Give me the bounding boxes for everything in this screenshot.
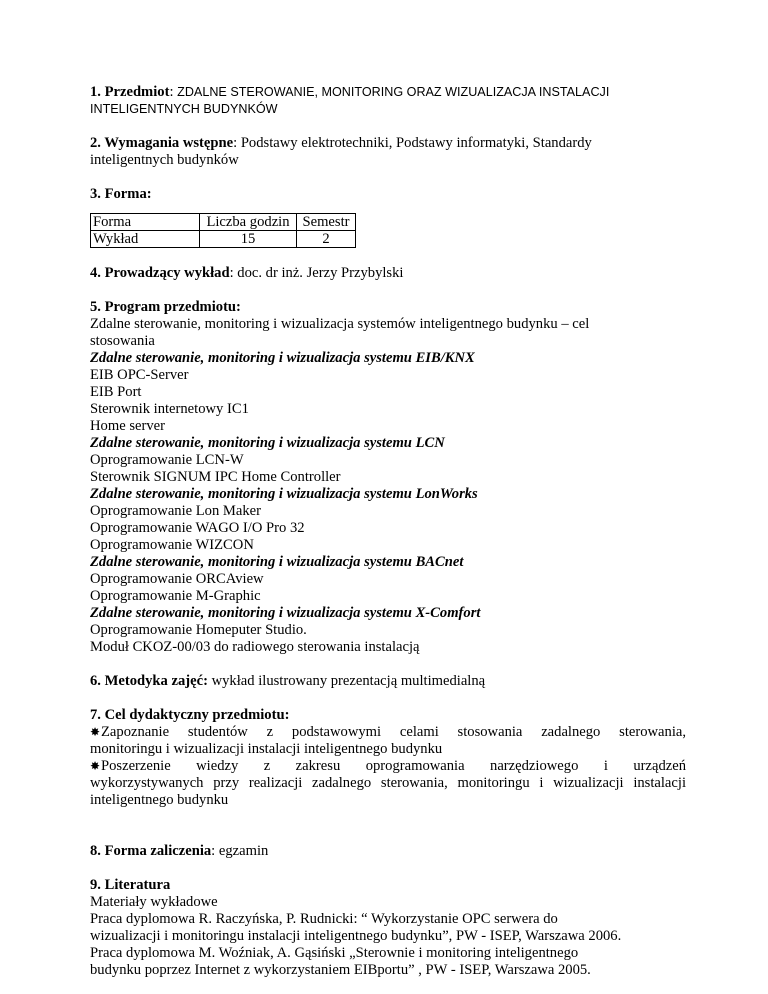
program-item: Oprogramowanie Lon Maker (90, 503, 262, 519)
literature-list (90, 894, 686, 979)
assessment-text: egzamin (218, 843, 269, 859)
section-program (90, 299, 686, 656)
subject-label: 1. Przedmiot (90, 84, 170, 100)
program-item: Zdalne sterowanie, monitoring i wizualizacja systemów inteligentnego budynku – cel (90, 316, 590, 332)
program-item: Oprogramowanie M-Graphic (90, 588, 261, 604)
prerequisites-label: 2. Wymagania wstępne (90, 135, 234, 151)
section-lecturer: 4. Prowadzący wykład: doc. dr inż. Jerzy Przybylski (90, 265, 404, 281)
program-topic-heading: Zdalne sterowanie, monitoring i wizualizacja systemu LonWorks (90, 486, 478, 502)
literature-item: Materiały wykładowe (90, 894, 218, 910)
section-methods (90, 673, 686, 690)
table-header-cell: Liczba godzin (200, 214, 297, 231)
literature-item: Praca dyplomowa M. Woźniak, A. Gąsiński „Sterownie i monitoring inteligentnego (90, 945, 579, 961)
goal-item-2-line1 (90, 758, 686, 775)
program-item: Oprogramowanie WIZCON (90, 537, 254, 553)
table-cell: 2 (297, 231, 356, 248)
program-item: Sterownik SIGNUM IPC Home Controller (90, 469, 341, 485)
program-item: Oprogramowanie ORCAview (90, 571, 264, 587)
program-topic-heading: Zdalne sterowanie, monitoring i wizualizacja systemu BACnet (90, 554, 464, 570)
table-header-cell: Semestr (297, 214, 356, 231)
program-item: Sterownik internetowy IC1 (90, 401, 249, 417)
table-header-cell: Forma (91, 214, 200, 231)
program-item: Home server (90, 418, 165, 434)
flower-bullet-icon: ✸ (90, 759, 101, 773)
goal-item-2-text: Poszerzenie wiedzy z zakresu oprogramowania narzędziowego i urządzeń (101, 758, 686, 774)
program-topic-heading: Zdalne sterowanie, monitoring i wizualizacja systemu X-Comfort (90, 605, 481, 621)
program-item: EIB OPC-Server (90, 367, 189, 383)
prerequisites-text-line2: inteligentnych budynków (90, 152, 239, 168)
prerequisites-text-line1: Podstawy elektrotechniki, Podstawy informatyki, Standardy (240, 135, 592, 151)
subject-title-line1: ZDALNE STEROWANIE, MONITORING ORAZ WIZUALIZACJA INSTALACJI (177, 85, 610, 99)
program-label: 5. Program przedmiotu: (90, 299, 241, 315)
section-assessment: 8. Forma zaliczenia: egzamin (90, 843, 269, 859)
flower-bullet-icon: ✸ (90, 725, 101, 739)
section-literature (90, 877, 686, 979)
program-item: Oprogramowanie WAGO I/O Pro 32 (90, 520, 305, 536)
form-label: 3. Forma: (90, 186, 152, 202)
section-form (90, 186, 686, 248)
document-page (90, 84, 686, 979)
literature-label: 9. Literatura (90, 877, 171, 893)
lecturer-name: doc. dr inż. Jerzy Przybylski (237, 265, 404, 281)
literature-item: Praca dyplomowa R. Raczyńska, P. Rudnicki: “ Wykorzystanie OPC serwera do (90, 911, 558, 927)
table-header-row (91, 214, 356, 231)
section-subject: 1. Przedmiot: ZDALNE STEROWANIE, MONITORING ORAZ WIZUALIZACJA INSTALACJI INTELIGENTNYCH BUDYNKÓW (90, 84, 686, 118)
program-item: EIB Port (90, 384, 142, 400)
subject-title-line2: INTELIGENTNYCH BUDYNKÓW (90, 102, 278, 116)
methods-label: 6. Metodyka zajęć: (90, 673, 208, 689)
assessment-label: 8. Forma zaliczenia (90, 843, 212, 859)
goal-item-1-line1 (90, 724, 686, 741)
table-cell: 15 (200, 231, 297, 248)
goal-item-2-line3: inteligentnego budynku (90, 792, 229, 808)
lecturer-label: 4. Prowadzący wykład (90, 265, 230, 281)
program-topic-heading: Zdalne sterowanie, monitoring i wizualizacja systemu EIB/KNX (90, 350, 475, 366)
table-row (91, 231, 356, 248)
methods-text: wykład ilustrowany prezentacją multimedialną (211, 673, 486, 689)
form-table (90, 213, 356, 248)
literature-item: wizualizacji i monitoringu instalacji inteligentnego budynku”, PW - ISEP, Warszawa 2006. (90, 928, 622, 944)
program-list (90, 316, 686, 656)
goal-item-1-text: Zapoznanie studentów z podstawowymi celami stosowania zadalnego sterowania, (101, 724, 686, 740)
goal-label: 7. Cel dydaktyczny przedmiotu: (90, 707, 290, 723)
program-item: Oprogramowanie Homeputer Studio. (90, 622, 307, 638)
goal-item-1-line2: monitoringu i wizualizacji instalacji inteligentnego budynku (90, 741, 443, 757)
literature-item: budynku poprzez Internet z wykorzystaniem EIBportu” , PW - ISEP, Warszawa 2005. (90, 962, 591, 978)
program-item: stosowania (90, 333, 155, 349)
program-item: Oprogramowanie LCN-W (90, 452, 244, 468)
section-prerequisites: 2. Wymagania wstępne: Podstawy elektrotechniki, Podstawy informatyki, Standardy inteligentnych budynków (90, 135, 686, 169)
program-item: Moduł CKOZ-00/03 do radiowego sterowania instalacją (90, 639, 420, 655)
table-cell: Wykład (91, 231, 200, 248)
section-goal (90, 707, 686, 809)
goal-item-2-line2: wykorzystywanych przy realizacji zadalnego sterowania, monitoringu i wizualizacji instalacji (90, 775, 686, 791)
program-topic-heading: Zdalne sterowanie, monitoring i wizualizacja systemu LCN (90, 435, 445, 451)
